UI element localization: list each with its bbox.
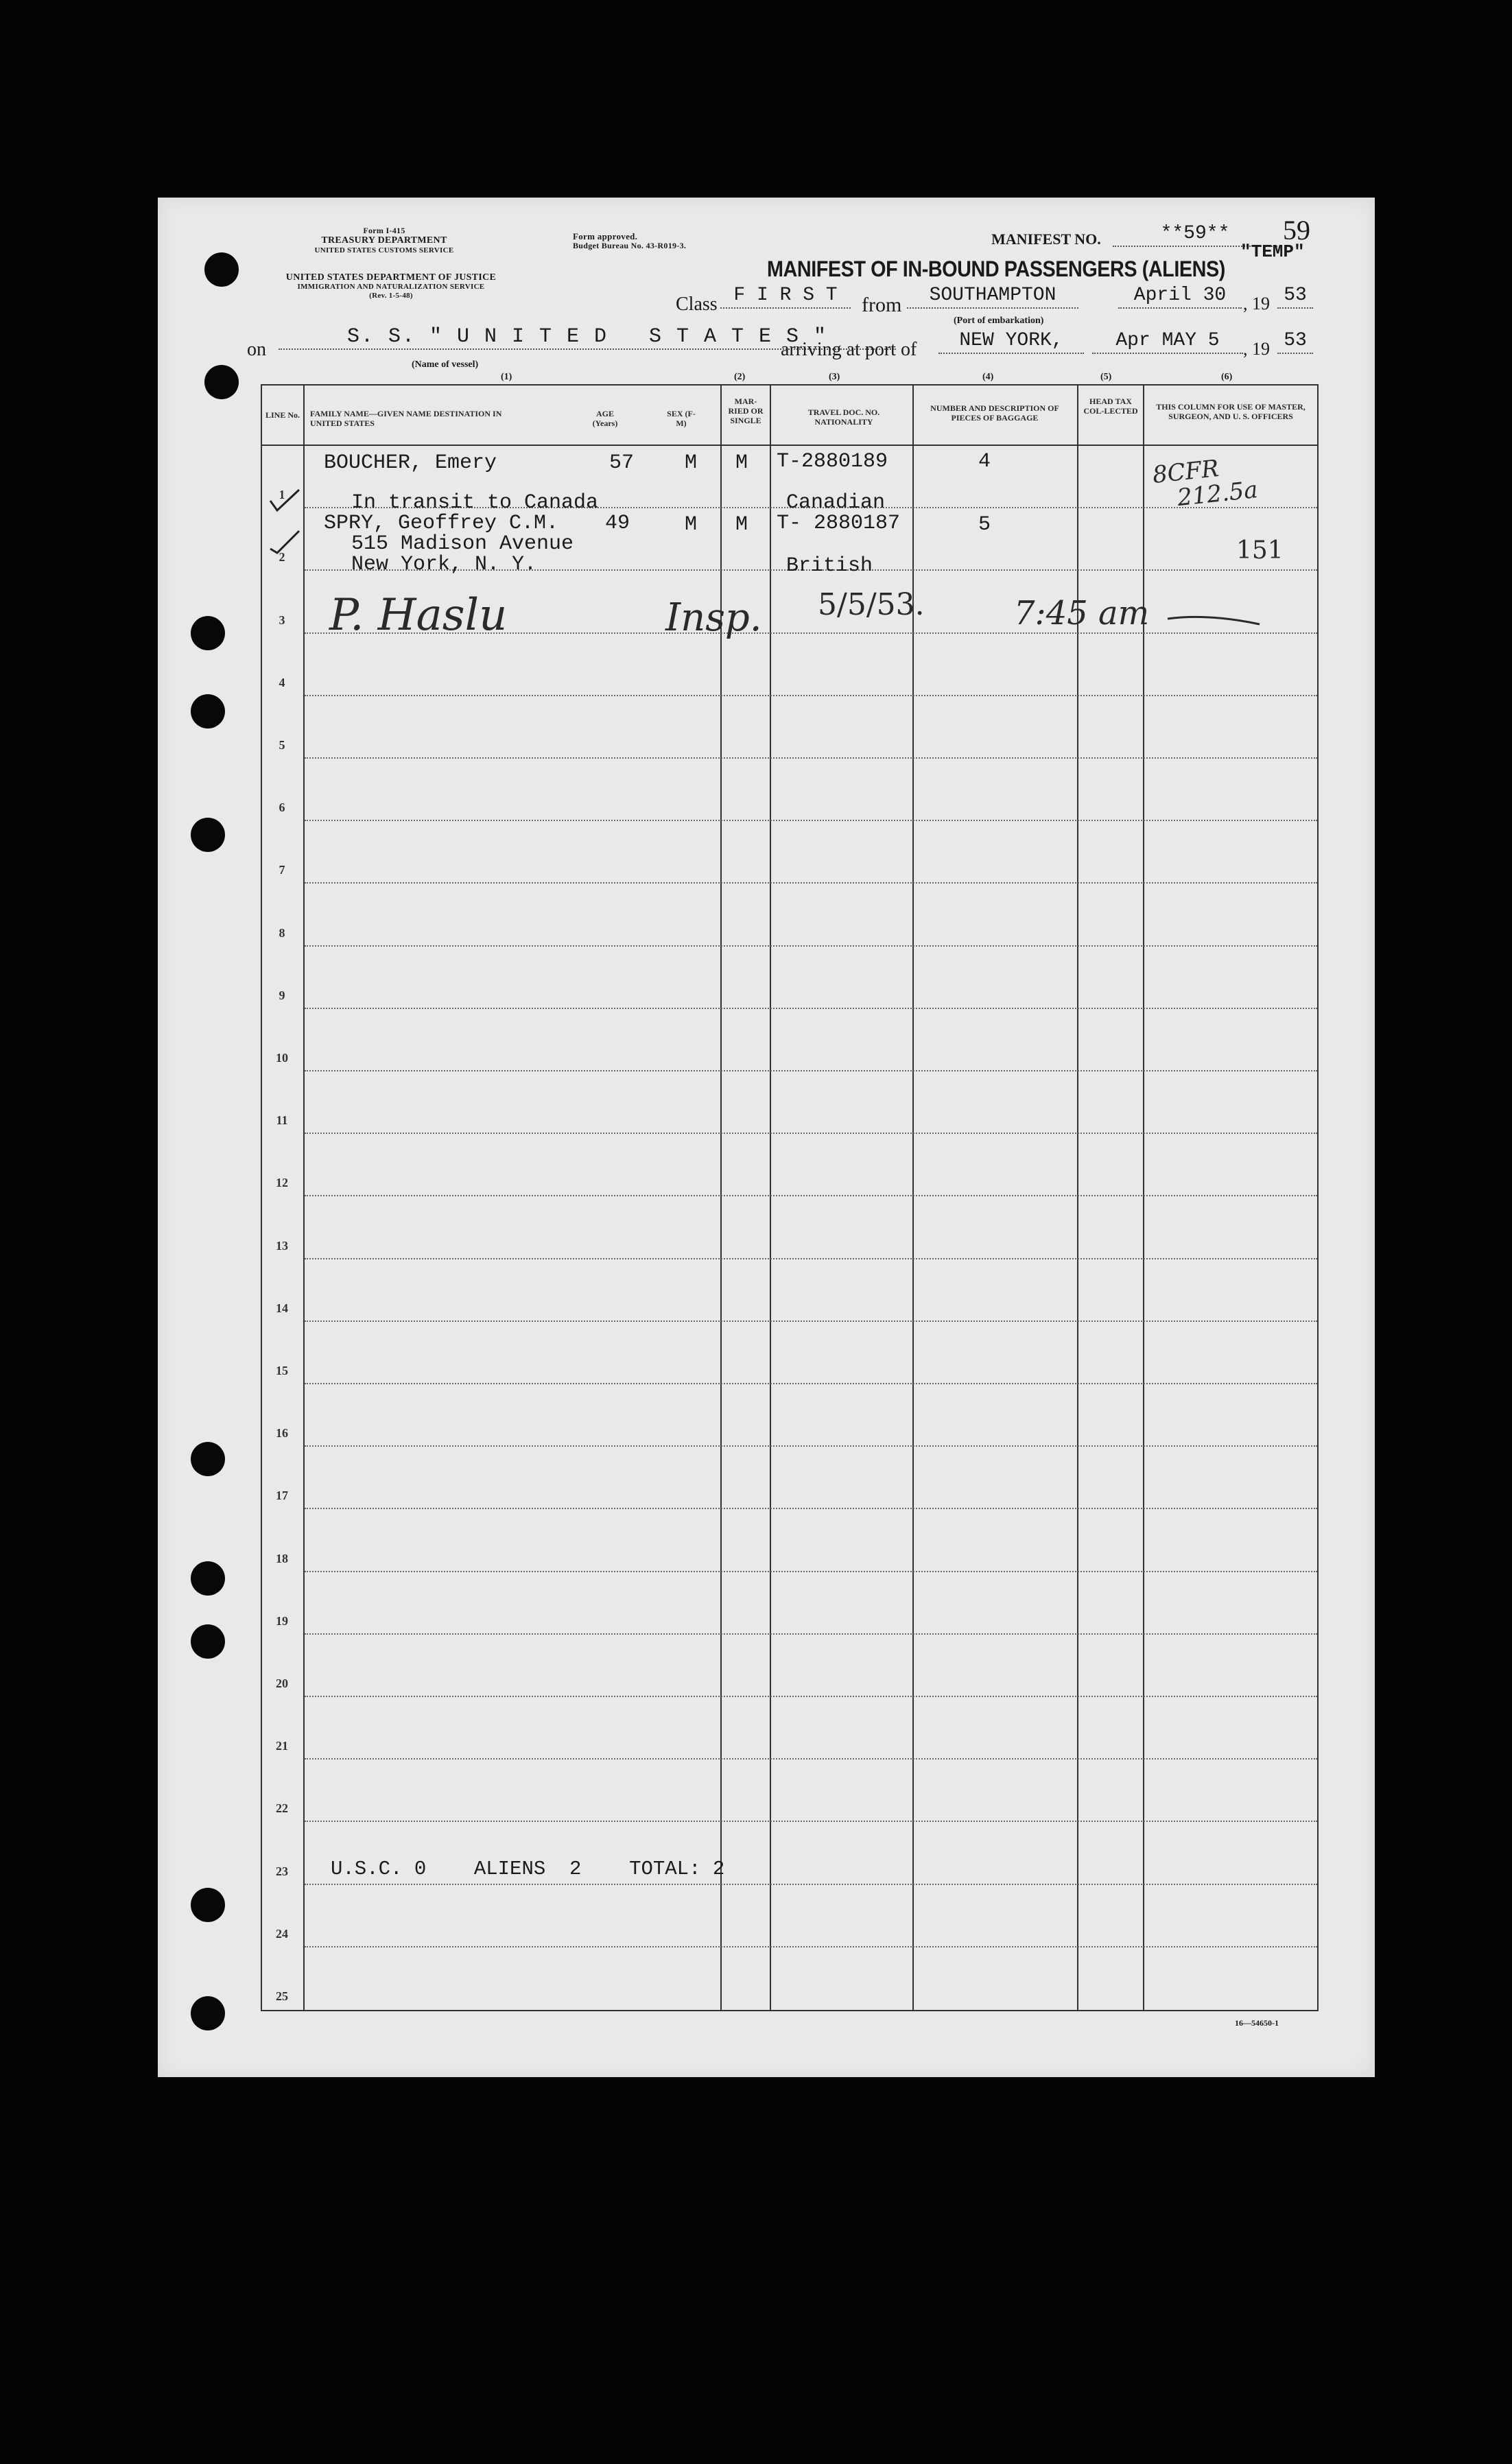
line-number: 15 xyxy=(276,1364,288,1377)
line-number: 6 xyxy=(279,801,285,815)
punch-hole-f xyxy=(191,1442,225,1476)
print-code: 16—54650-1 xyxy=(1235,2018,1279,2028)
table-right-border xyxy=(1317,384,1319,2011)
line-number: 21 xyxy=(276,1739,288,1753)
passenger-2-address-1: 515 Madison Avenue xyxy=(351,532,574,556)
passenger-1-baggage: 4 xyxy=(978,450,991,473)
row-divider xyxy=(305,882,1317,884)
inspection-time: 7:45 am xyxy=(1014,594,1150,632)
table-top-border xyxy=(261,384,1319,386)
header-age: AGE (Years) xyxy=(592,409,618,428)
budget-bureau: Budget Bureau No. 43-R019-3. xyxy=(573,241,687,250)
port-of-embarkation-note: (Port of embarkation) xyxy=(954,316,1044,326)
doj-label: UNITED STATES DEPARTMENT OF JUSTICE xyxy=(285,272,497,283)
passenger-1-name: BOUCHER, Emery xyxy=(324,451,497,475)
revision: (Rev. 1-5-48) xyxy=(369,292,413,300)
header-officers: THIS COLUMN FOR USE OF MASTER, SURGEON, AND U. S. OFFICERS xyxy=(1156,402,1306,421)
departure-year: 53 xyxy=(1277,284,1313,309)
row-divider xyxy=(305,945,1317,947)
inspector-insp: Insp. xyxy=(665,595,762,640)
line-number: 13 xyxy=(276,1238,288,1253)
line-number: 25 xyxy=(276,1989,288,2003)
col-num-5: (5) xyxy=(1100,372,1112,382)
check-mark-2-icon xyxy=(268,528,302,556)
line-number: 3 xyxy=(279,613,285,627)
passenger-2-name: SPRY, Geoffrey C.M. xyxy=(324,512,559,535)
punch-hole-i xyxy=(191,1888,225,1922)
manifest-no-value: **59** xyxy=(1113,222,1277,247)
customs-service: UNITED STATES CUSTOMS SERVICE xyxy=(314,246,454,254)
passenger-2-age: 49 xyxy=(605,512,630,535)
line-number: 5 xyxy=(279,738,285,752)
class-label: Class xyxy=(676,294,718,315)
punch-hole-h xyxy=(191,1624,225,1659)
row-divider xyxy=(305,1070,1317,1071)
line-number: 24 xyxy=(276,1926,288,1941)
line-number: 10 xyxy=(276,1051,288,1065)
treasury-dept: TREASURY DEPARTMENT xyxy=(321,235,447,246)
table-bottom-border xyxy=(261,2010,1319,2011)
header-baggage: NUMBER AND DESCRIPTION OF PIECES OF BAGGAGE xyxy=(930,403,1059,423)
col-num-6: (6) xyxy=(1221,372,1233,382)
ins-label: IMMIGRATION AND NATURALIZATION SERVICE xyxy=(297,283,485,291)
vessel-name: S. S. " U N I T E D S T A T E S " xyxy=(279,325,896,350)
page-number: 59 xyxy=(1283,215,1310,246)
header-married: MAR-RIED OR SINGLE xyxy=(728,396,764,425)
punch-hole-c xyxy=(191,616,225,650)
row-divider xyxy=(305,1633,1317,1635)
passenger-2-officer-note: 151 xyxy=(1236,536,1284,565)
arrival-year-prefix: , 19 xyxy=(1243,339,1270,359)
line-number: 16 xyxy=(276,1426,288,1441)
row-divider xyxy=(305,1008,1317,1009)
line-number: 20 xyxy=(276,1677,288,1690)
line-number: 17 xyxy=(276,1489,288,1503)
table-left-border xyxy=(261,384,262,2011)
row-divider xyxy=(305,1383,1317,1384)
col-divider-married-travel xyxy=(770,384,771,2011)
passenger-2-travel-doc: T- 2880187 xyxy=(777,512,901,535)
header-sex: SEX (F-M) xyxy=(667,409,696,428)
passenger-2-address-2: New York, N. Y. xyxy=(351,553,537,576)
inspection-date: 5/5/53. xyxy=(818,587,925,622)
line-number: 14 xyxy=(276,1301,288,1315)
row-divider xyxy=(305,695,1317,696)
departure-date: April 30 xyxy=(1118,284,1242,309)
passenger-2-baggage: 5 xyxy=(978,513,991,536)
manifest-no-label: MANIFEST NO. xyxy=(991,230,1101,248)
passenger-1-officer-note-1: 8CFR xyxy=(1151,455,1220,489)
from-label: from xyxy=(862,294,902,316)
header-bottom-border xyxy=(261,445,1319,446)
punch-hole-a xyxy=(204,252,239,287)
row-divider xyxy=(305,1133,1317,1134)
punch-hole-e xyxy=(191,818,225,852)
passenger-1-age: 57 xyxy=(609,451,635,475)
line-number: 22 xyxy=(276,1801,288,1816)
line-number: 11 xyxy=(276,1113,288,1128)
row-divider xyxy=(305,1884,1317,1885)
col-num-1: (1) xyxy=(501,372,512,382)
passenger-1-married: M xyxy=(735,451,748,475)
row-divider xyxy=(305,1571,1317,1572)
from-value: SOUTHAMPTON xyxy=(907,284,1078,309)
totals-line: U.S.C. 0 ALIENS 2 TOTAL: 2 xyxy=(331,1858,725,1880)
passenger-1-nationality: Canadian xyxy=(786,491,886,514)
row-divider xyxy=(305,1445,1317,1447)
row-divider xyxy=(305,757,1317,759)
manifest-page xyxy=(158,198,1375,2077)
line-number: 23 xyxy=(276,1864,288,1878)
row-divider xyxy=(305,1758,1317,1760)
row-divider xyxy=(305,1258,1317,1259)
row-divider xyxy=(305,1946,1317,1947)
row-divider xyxy=(305,1696,1317,1697)
passenger-2-nationality: British xyxy=(786,554,873,578)
check-mark-1-icon xyxy=(268,487,302,514)
line-number: 9 xyxy=(279,988,285,1002)
line-number: 8 xyxy=(279,925,285,940)
line-number: 1 xyxy=(279,488,285,502)
on-label: on xyxy=(247,339,266,360)
temp-label: "TEMP" xyxy=(1240,241,1305,262)
line-number: 12 xyxy=(276,1176,288,1190)
row-divider xyxy=(305,1195,1317,1196)
vessel-name-note: (Name of vessel) xyxy=(412,359,479,370)
inspector-signature: P. Haslu xyxy=(329,590,508,641)
arrival-year: 53 xyxy=(1277,329,1313,354)
row-divider xyxy=(305,1320,1317,1322)
signature-flourish-icon xyxy=(1166,609,1262,630)
passenger-2-married: M xyxy=(735,513,748,536)
header-travel-doc: TRAVEL DOC. NO. NATIONALITY xyxy=(807,407,880,427)
passenger-1-officer-note-2: 212.5a xyxy=(1176,475,1260,512)
arrival-date: Apr MAY 5 xyxy=(1092,329,1243,354)
arrival-port: NEW YORK, xyxy=(938,329,1084,354)
line-number: 19 xyxy=(276,1613,288,1628)
form-number: Form I-415 xyxy=(363,226,405,235)
passenger-1-destination: In transit to Canada xyxy=(351,491,599,514)
col-num-2: (2) xyxy=(734,372,746,382)
form-approved: Form approved. xyxy=(573,231,638,241)
col-divider-travel-baggage xyxy=(912,384,914,2011)
punch-hole-d xyxy=(191,694,225,728)
punch-hole-j xyxy=(191,1996,225,2030)
punch-hole-g xyxy=(191,1561,225,1596)
punch-hole-b xyxy=(204,365,239,399)
class-value: F I R S T xyxy=(720,284,851,309)
manifest-title: MANIFEST OF IN-BOUND PASSENGERS (ALIENS) xyxy=(767,257,1225,281)
header-line-no: LINE No. xyxy=(265,410,300,420)
line-number: 2 xyxy=(279,550,285,565)
header-head-tax: HEAD TAX COL-LECTED xyxy=(1083,396,1138,416)
arriving-label: arriving at port of xyxy=(781,339,917,360)
header-name: FAMILY NAME—GIVEN NAME DESTINATION IN UNITED STATES xyxy=(310,409,502,428)
passenger-1-sex: M xyxy=(685,451,698,475)
col-num-3: (3) xyxy=(829,372,840,382)
passenger-2-sex: M xyxy=(685,513,698,536)
passenger-1-travel-doc: T-2880189 xyxy=(777,450,888,473)
col-divider-line xyxy=(303,384,305,2011)
row-divider xyxy=(305,820,1317,821)
row-divider xyxy=(305,1508,1317,1509)
line-number: 4 xyxy=(279,675,285,689)
line-number: 18 xyxy=(276,1551,288,1565)
departure-year-prefix: , 19 xyxy=(1243,294,1270,313)
col-num-4: (4) xyxy=(982,372,994,382)
row-divider xyxy=(305,1821,1317,1822)
line-number: 7 xyxy=(279,863,285,877)
